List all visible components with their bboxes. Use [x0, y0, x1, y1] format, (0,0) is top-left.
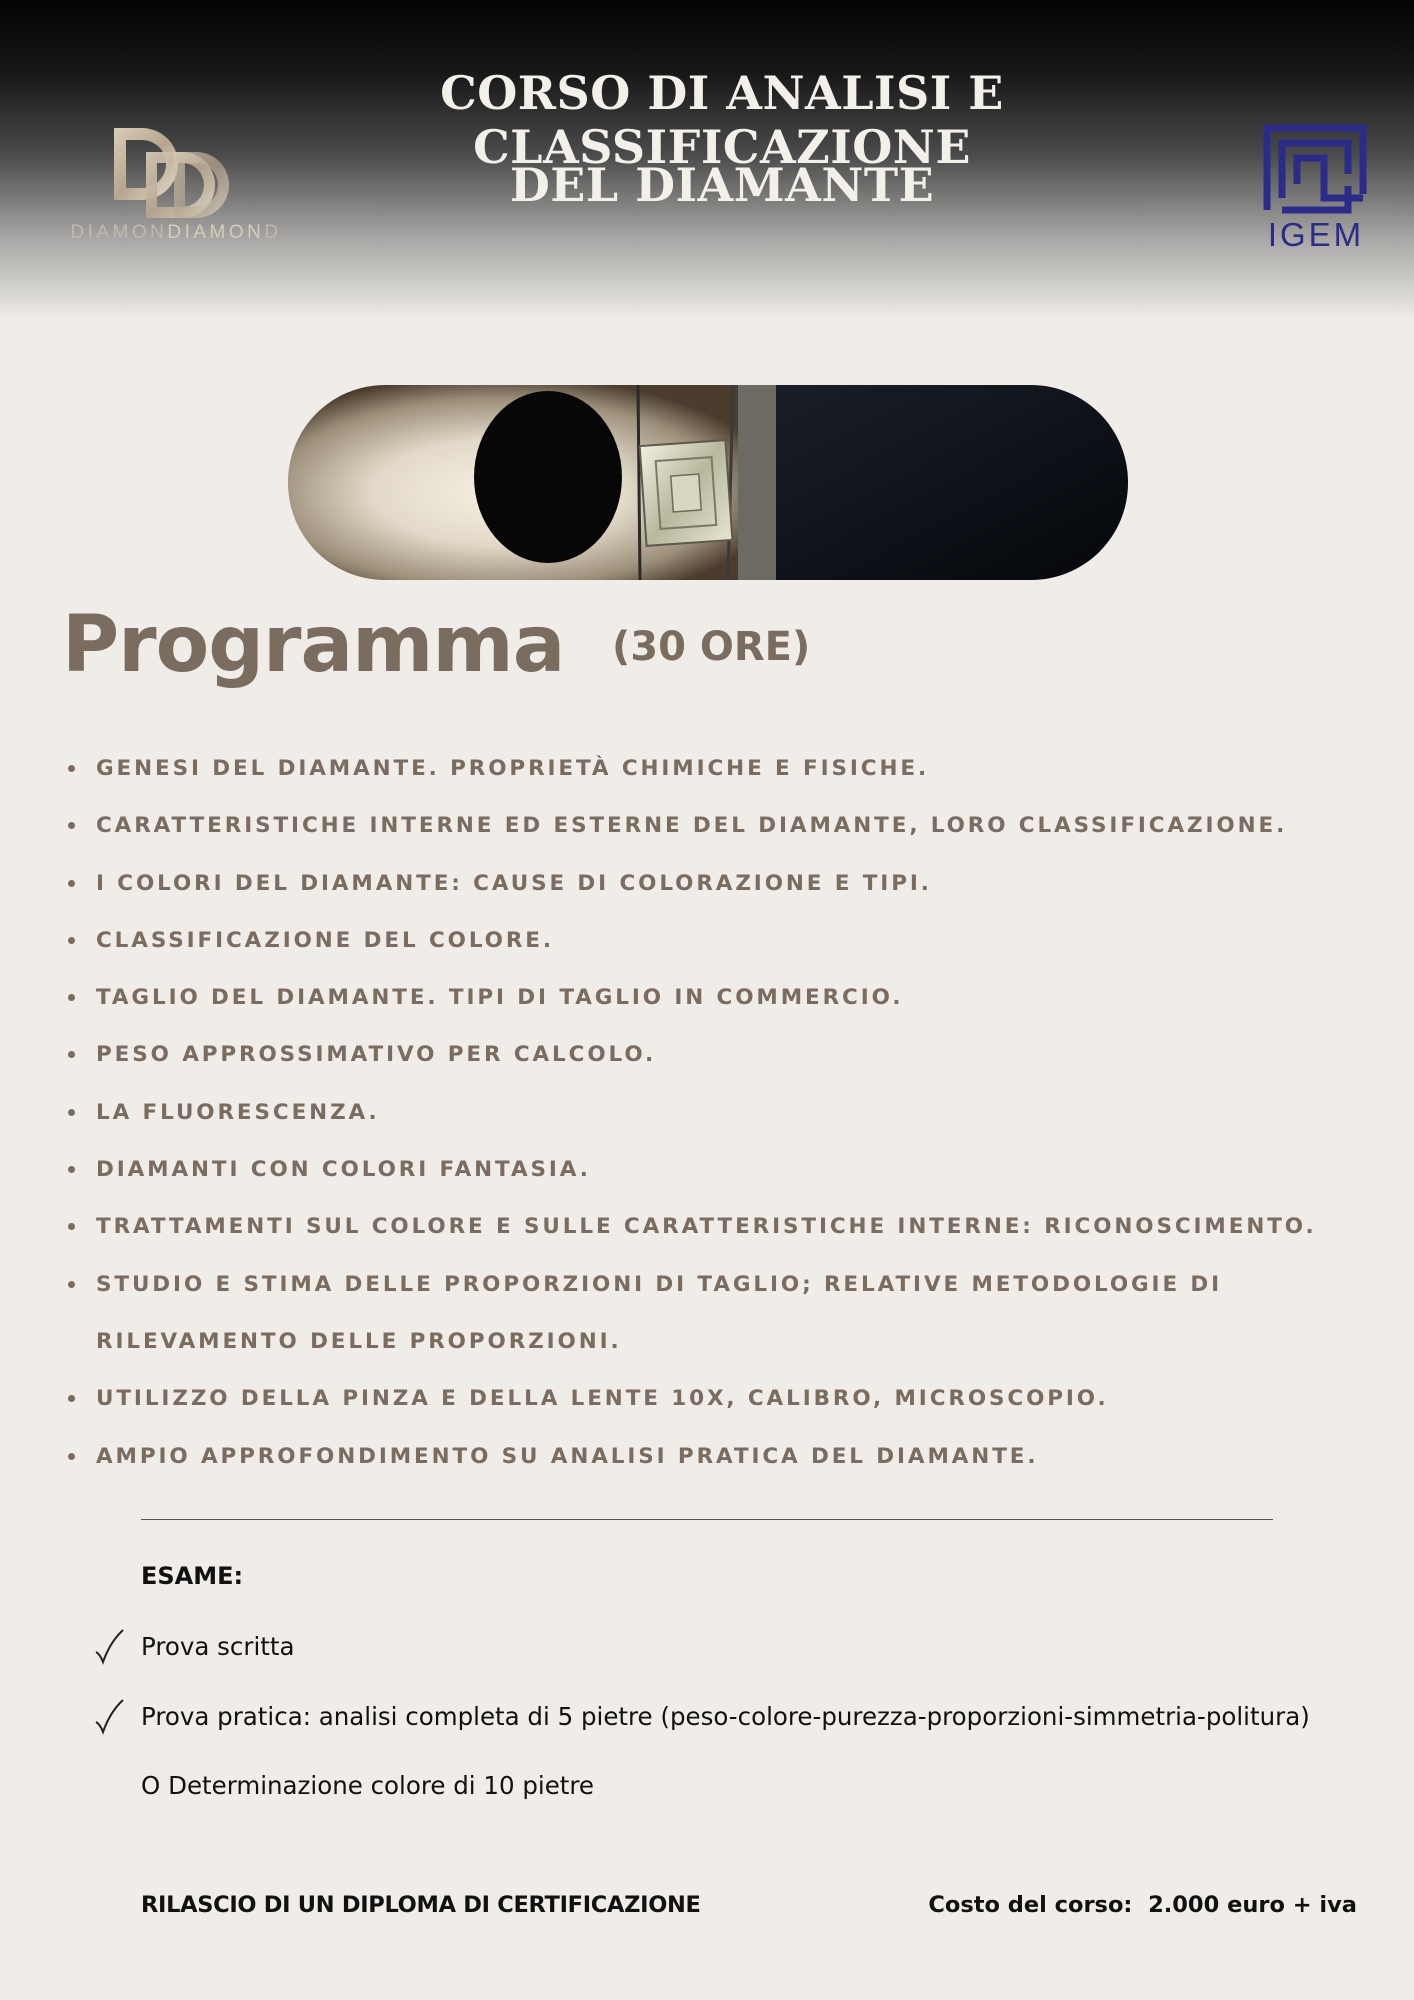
section-divider: [141, 1519, 1273, 1520]
checkmark-icon: [92, 1626, 126, 1666]
course-cost: Costo del corso: 2.000 euro + iva: [928, 1892, 1357, 1918]
diamond-under-loupe-photo: [288, 385, 1128, 580]
diamondiamond-logo-text: DIAMONDIAMOND: [70, 222, 282, 243]
list-item: STUDIO E STIMA DELLE PROPORZIONI DI TAGLIO; RELATIVE METODOLOGIE DI RILEVAMENTO DELLE PROPORZIONI.: [66, 1256, 1246, 1371]
list-item: TAGLIO DEL DIAMANTE. TIPI DI TAGLIO IN COMMERCIO.: [66, 969, 1376, 1026]
course-title-line2: DEL DIAMANTE: [509, 158, 935, 212]
list-item: CLASSIFICAZIONE DEL COLORE.: [66, 912, 1376, 969]
list-item: UTILIZZO DELLA PINZA E DELLA LENTE 10X, CALIBRO, MICROSCOPIO.: [66, 1370, 1376, 1427]
program-topics-list: [66, 740, 1376, 1485]
list-item: LA FLUORESCENZA.: [66, 1084, 1376, 1141]
certificate-note: RILASCIO DI UN DIPLOMA DI CERTIFICAZIONE: [141, 1892, 701, 1918]
exam-practical-test: Prova pratica: analisi completa di 5 pietre (peso-colore-purezza-proporzioni-simmetria-politura): [141, 1702, 1310, 1731]
program-title: Programma: [62, 600, 565, 690]
igem-logo-text: IGEM: [1267, 216, 1365, 253]
list-item: PESO APPROSSIMATIVO PER CALCOLO.: [66, 1026, 1376, 1083]
exam-color-determination: O Determinazione colore di 10 pietre: [141, 1771, 594, 1800]
igem-logo-icon: [1260, 124, 1370, 214]
list-item: CARATTERISTICHE INTERNE ED ESTERNE DEL DIAMANTE, LORO CLASSIFICAZIONE.: [66, 797, 1376, 854]
list-item: TRATTAMENTI SUL COLORE E SULLE CARATTERISTICHE INTERNE: RICONOSCIMENTO.: [66, 1198, 1376, 1255]
list-item: I COLORI DEL DIAMANTE: CAUSE DI COLORAZIONE E TIPI.: [66, 855, 1376, 912]
program-hours: (30 ORE): [612, 624, 811, 670]
list-item: GENESI DEL DIAMANTE. PROPRIETÀ CHIMICHE E FISICHE.: [66, 740, 1376, 797]
exam-written-test: Prova scritta: [141, 1632, 295, 1661]
checkmark-icon: [92, 1696, 126, 1736]
exam-label: ESAME:: [141, 1562, 244, 1590]
list-item: DIAMANTI CON COLORI FANTASIA.: [66, 1141, 1376, 1198]
course-title-line1: CORSO DI ANALISI E CLASSIFICAZIONE: [440, 66, 1004, 174]
list-item: AMPIO APPROFONDIMENTO SU ANALISI PRATICA DEL DIAMANTE.: [66, 1428, 1376, 1485]
